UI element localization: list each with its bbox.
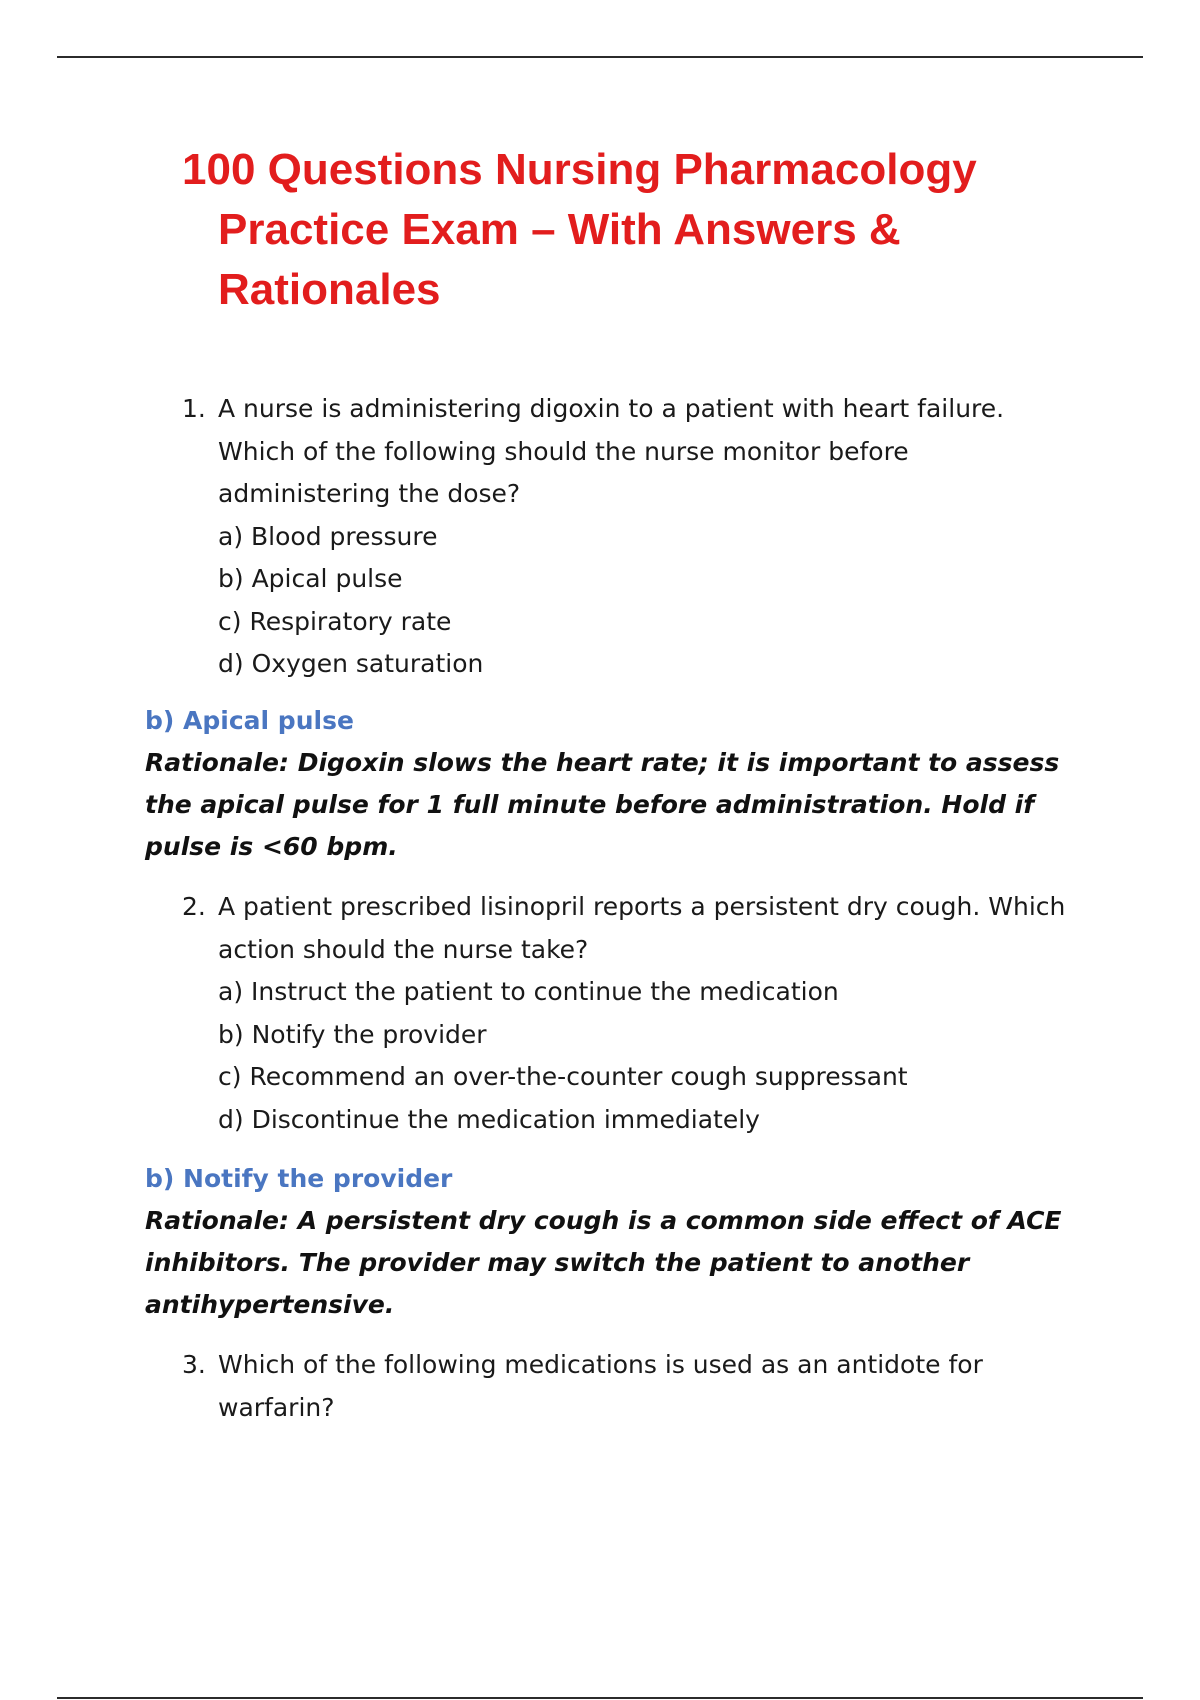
header-rule <box>57 56 1143 58</box>
option-d: d) Oxygen saturation <box>218 649 484 678</box>
question-number: 2. <box>182 892 206 921</box>
answer-1: b) Apical pulse <box>145 706 354 735</box>
option-b: b) Apical pulse <box>218 564 403 593</box>
rationale-1: Rationale: Digoxin slows the heart rate; it is important to assess the apical pulse for 1 full minute before administration. Hold if pulse is <60 bpm. <box>145 748 1060 861</box>
question-2 <box>182 886 1082 1141</box>
option-a: a) Instruct the patient to continue the medication <box>218 977 839 1006</box>
option-c: c) Recommend an over-the-counter cough suppressant <box>218 1062 908 1091</box>
question-text: Which of the following medications is used as an antidote for warfarin? <box>218 1350 983 1422</box>
answer-2: b) Notify the provider <box>145 1164 453 1193</box>
question-number: 1. <box>182 394 206 423</box>
question-number: 3. <box>182 1350 206 1379</box>
option-d: d) Discontinue the medication immediately <box>218 1104 760 1134</box>
footer-rule <box>57 1697 1143 1699</box>
rationale-2: Rationale: A persistent dry cough is a common side effect of ACE inhibitors. The provider may switch the patient to another antihypertensive. <box>145 1206 1062 1319</box>
question-1 <box>182 388 1082 686</box>
document-title: 100 Questions Nursing Pharmacology Practice Exam – With Answers & Rationales <box>182 145 977 314</box>
question-text: A nurse is administering digoxin to a patient with heart failure. Which of the following should the nurse monitor before administering the dose? <box>218 394 1005 508</box>
option-c: c) Respiratory rate <box>218 606 452 636</box>
question-text: A patient prescribed lisinopril reports a persistent dry cough. Which action should the nurse take? <box>218 892 1066 964</box>
question-3 <box>182 1344 1082 1429</box>
option-a: a) Blood pressure <box>218 521 438 551</box>
option-b: b) Notify the provider <box>218 1019 487 1049</box>
